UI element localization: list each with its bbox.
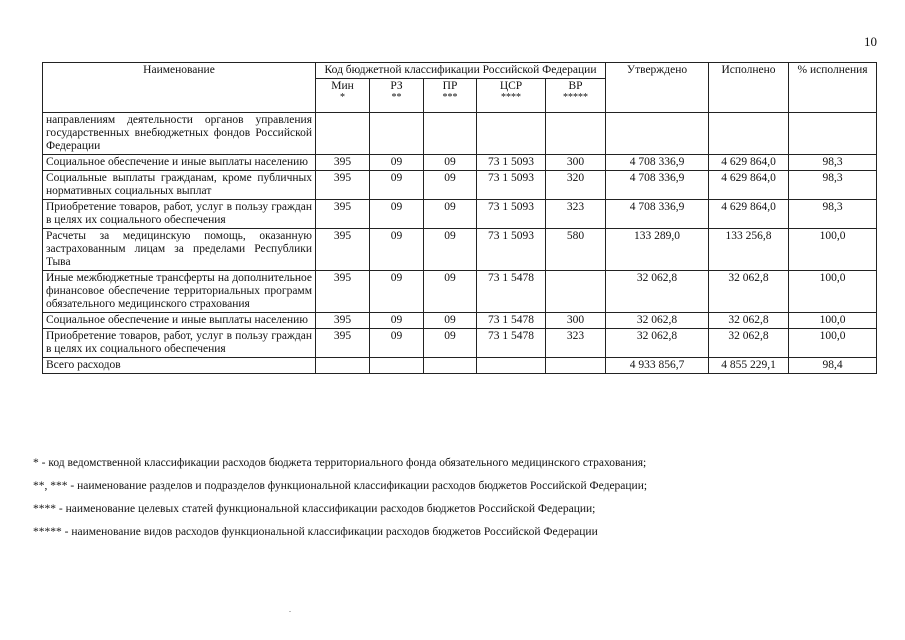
header-vr [546,79,606,113]
row-approved: 4 708 336,9 [606,155,709,171]
row-executed: 4 629 864,0 [709,171,789,200]
row-approved: 133 289,0 [606,229,709,271]
row-vr: 323 [546,329,606,358]
row-csr: 73 1 5093 [477,229,546,271]
row-name: направлениям деятельности органов управления государственных внебюджетных фондов Российской Федерации [43,113,316,155]
row-percent: 100,0 [789,229,877,271]
row-min: 395 [316,229,370,271]
row-percent: 100,0 [789,329,877,358]
row-pr: 09 [424,200,477,229]
row-min: 395 [316,271,370,313]
table-row [43,229,877,271]
row-approved: 32 062,8 [606,313,709,329]
footnote-target-articles: **** - наименование целевых статей функциональной классификации расходов бюджетов Российской Федерации; [33,503,596,515]
header-csr-label: ЦСР [499,80,523,92]
total-vr [546,358,606,374]
header-min-mark: * [340,92,345,103]
row-pr: 09 [424,171,477,200]
header-percent: % исполнения [789,63,877,113]
row-min: 395 [316,155,370,171]
total-approved: 4 933 856,7 [606,358,709,374]
row-pr: 09 [424,271,477,313]
row-vr [546,271,606,313]
row-csr [477,113,546,155]
table-row [43,313,877,329]
page-number: 10 [864,34,877,49]
row-vr: 580 [546,229,606,271]
row-csr: 73 1 5478 [477,271,546,313]
header-vr-mark: ***** [563,92,589,103]
total-name: Всего расходов [43,358,316,374]
row-percent: 100,0 [789,271,877,313]
row-percent [789,113,877,155]
table-row [43,329,877,358]
row-name: Социальные выплаты гражданам, кроме публичных нормативных социальных выплат [43,171,316,200]
scan-artifact [289,611,291,612]
row-percent: 100,0 [789,313,877,329]
total-percent: 98,4 [789,358,877,374]
row-percent: 98,3 [789,155,877,171]
row-csr: 73 1 5093 [477,200,546,229]
row-name: Приобретение товаров, работ, услуг в пользу граждан в целях их социального обеспечения [43,200,316,229]
total-min [316,358,370,374]
header-executed: Исполнено [709,63,789,113]
header-rz-mark: ** [391,92,402,103]
row-min [316,113,370,155]
header-csr [477,79,546,113]
row-pr: 09 [424,329,477,358]
table-row [43,113,877,155]
header-rz-label: РЗ [390,80,403,92]
footnote-expense-types: ***** - наименование видов расходов функциональной классификации расходов бюджетов Российской Федерации [33,526,598,538]
header-name: Наименование [43,63,316,113]
row-approved: 32 062,8 [606,329,709,358]
header-pr-label: ПР [442,80,458,92]
row-name: Расчеты за медицинскую помощь, оказанную застрахованным лицам за пределами Республики Тыва [43,229,316,271]
row-min: 395 [316,313,370,329]
header-csr-mark: **** [501,92,521,103]
total-csr [477,358,546,374]
footnote-ministry-code: * - код ведомственной классификации расходов бюджета территориального фонда обязательного медицинского страхования; [33,457,647,469]
total-pr [424,358,477,374]
row-percent: 98,3 [789,171,877,200]
row-name: Социальное обеспечение и иные выплаты населению [43,155,316,171]
header-rz [370,79,424,113]
total-executed: 4 855 229,1 [709,358,789,374]
row-rz: 09 [370,271,424,313]
row-csr: 73 1 5093 [477,171,546,200]
row-rz: 09 [370,229,424,271]
row-executed: 32 062,8 [709,313,789,329]
row-rz: 09 [370,171,424,200]
row-name: Социальное обеспечение и иные выплаты населению [43,313,316,329]
header-code-group: Код бюджетной классификации Российской Федерации [316,63,606,79]
row-approved: 4 708 336,9 [606,171,709,200]
row-vr: 320 [546,171,606,200]
row-percent: 98,3 [789,200,877,229]
header-min [316,79,370,113]
footnote-sections: **, *** - наименование разделов и подразделов функциональной классификации расходов бюджетов Российской Федерации; [33,480,648,492]
row-rz: 09 [370,200,424,229]
row-executed [709,113,789,155]
row-csr: 73 1 5478 [477,329,546,358]
header-min-label: Мин [331,80,354,92]
row-name: Иные межбюджетные трансферты на дополнительное финансовое обеспечение территориальных программ обязательного медицинского страхования [43,271,316,313]
header-approved: Утверждено [606,63,709,113]
row-executed: 133 256,8 [709,229,789,271]
row-pr: 09 [424,155,477,171]
header-vr-label: ВР [568,80,583,92]
row-pr: 09 [424,313,477,329]
row-approved: 4 708 336,9 [606,200,709,229]
row-min: 395 [316,329,370,358]
table-row [43,200,877,229]
table-total-row [43,358,877,374]
row-rz: 09 [370,329,424,358]
header-pr-mark: *** [442,92,458,103]
row-pr: 09 [424,229,477,271]
row-csr: 73 1 5478 [477,313,546,329]
header-pr [424,79,477,113]
row-rz: 09 [370,155,424,171]
row-vr: 300 [546,313,606,329]
row-approved [606,113,709,155]
footnotes [33,456,647,548]
row-vr [546,113,606,155]
row-min: 395 [316,200,370,229]
row-min: 395 [316,171,370,200]
table-row [43,155,877,171]
row-rz: 09 [370,313,424,329]
total-rz [370,358,424,374]
row-executed: 4 629 864,0 [709,155,789,171]
row-vr: 300 [546,155,606,171]
row-approved: 32 062,8 [606,271,709,313]
row-executed: 32 062,8 [709,329,789,358]
row-name: Приобретение товаров, работ, услуг в пользу граждан в целях их социального обеспечения [43,329,316,358]
table-row [43,171,877,200]
row-executed: 4 629 864,0 [709,200,789,229]
row-csr: 73 1 5093 [477,155,546,171]
row-executed: 32 062,8 [709,271,789,313]
row-vr: 323 [546,200,606,229]
table-header-row [43,63,877,79]
table-row [43,271,877,313]
row-pr [424,113,477,155]
budget-table [42,62,877,374]
row-rz [370,113,424,155]
